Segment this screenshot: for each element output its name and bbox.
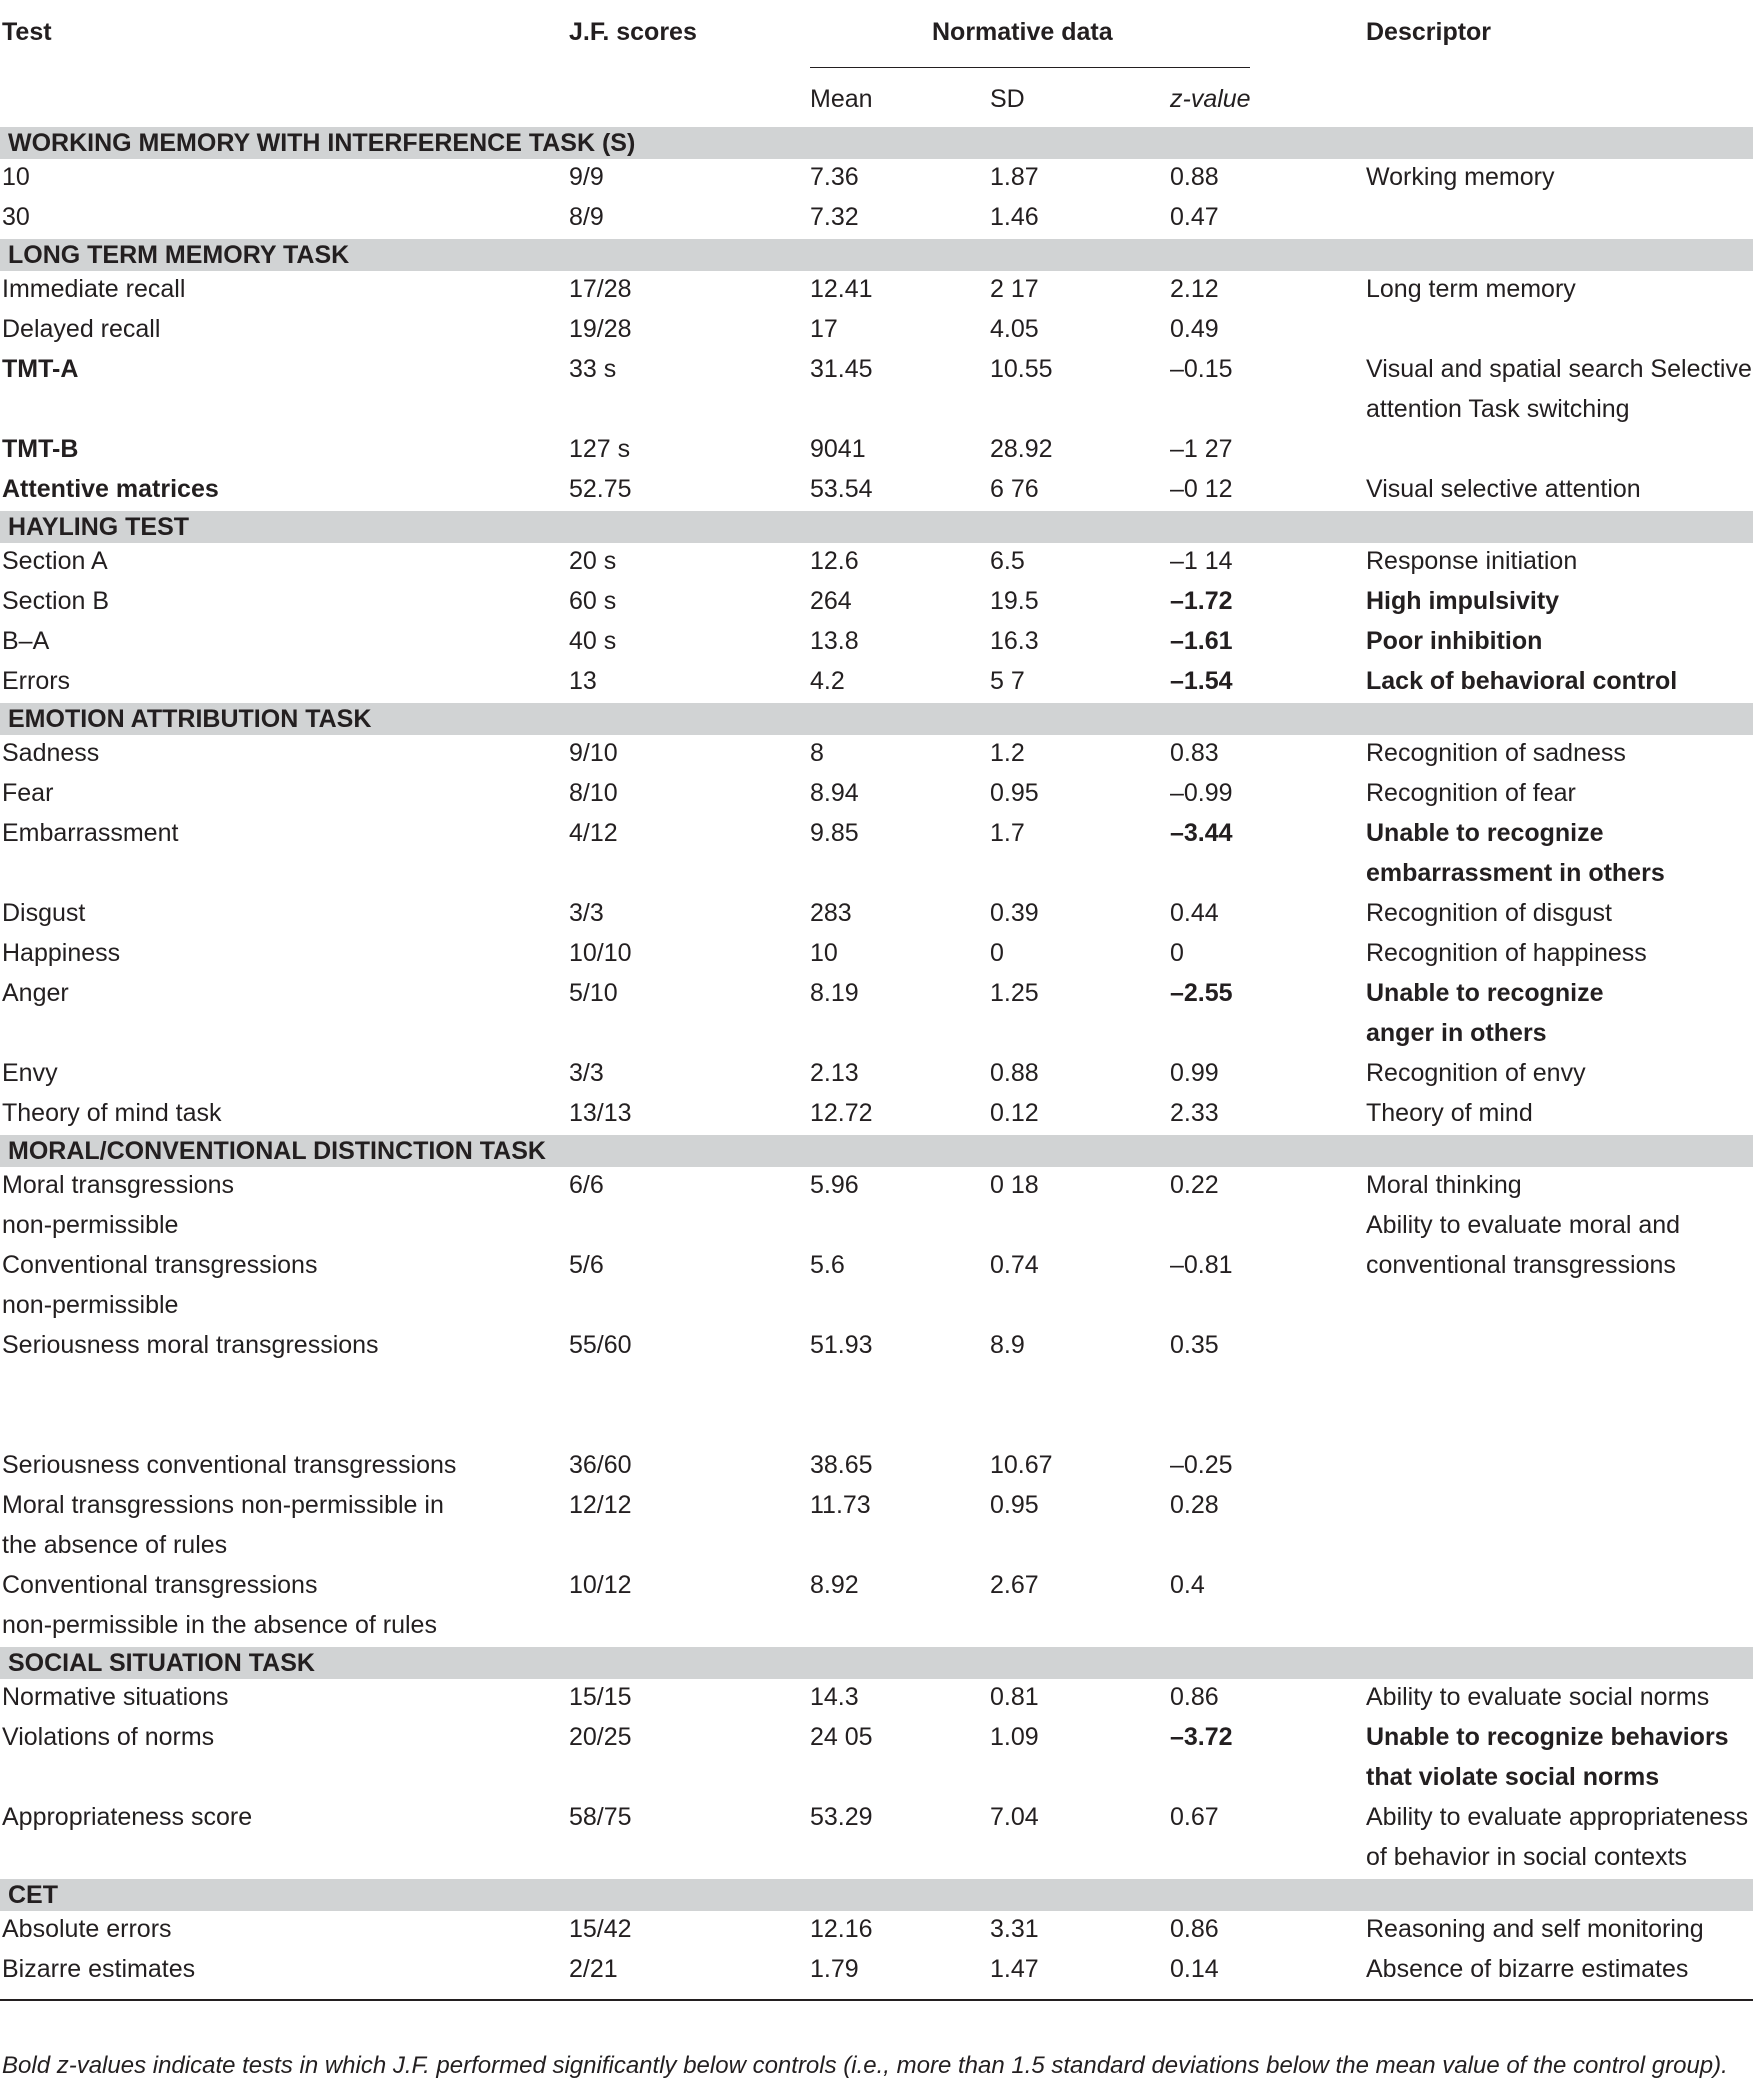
- z-value: 0.86: [1170, 1683, 1219, 1711]
- z-value: 0.99: [1170, 1059, 1219, 1087]
- norm-sd: 1.2: [990, 739, 1025, 767]
- descriptor: High impulsivity: [1366, 587, 1560, 615]
- table-row: [0, 1485, 1753, 1565]
- test-name: Fear: [2, 779, 54, 807]
- table-row: [0, 1909, 1753, 1949]
- norm-sd: 10.55: [990, 355, 1053, 383]
- norm-mean: 38.65: [810, 1451, 873, 1479]
- test-name: Absolute errors: [2, 1915, 172, 1943]
- header-normative-data: Normative data: [932, 18, 1113, 46]
- section-header: [0, 1879, 1753, 1911]
- norm-mean: 8.94: [810, 779, 859, 807]
- descriptor: Recognition of happiness: [1366, 939, 1647, 967]
- z-value: 0.35: [1170, 1331, 1219, 1359]
- norm-mean: 2.13: [810, 1059, 859, 1087]
- norm-mean: 12.6: [810, 547, 859, 575]
- table-row: [0, 773, 1753, 813]
- z-value: –0.81: [1170, 1251, 1233, 1279]
- norm-sd: 5 7: [990, 667, 1025, 695]
- norm-mean: 11.73: [810, 1491, 871, 1519]
- norm-mean: 12.16: [810, 1915, 873, 1943]
- descriptor: Working memory: [1366, 163, 1555, 191]
- jf-score: 3/3: [569, 1059, 604, 1087]
- descriptor: Visual and spatial search Selective: [1366, 355, 1752, 383]
- descriptor: Long term memory: [1366, 275, 1576, 303]
- norm-sd: 1.7: [990, 819, 1025, 847]
- norm-mean: 51.93: [810, 1331, 873, 1359]
- section-title: HAYLING TEST: [8, 513, 190, 541]
- z-value: –2.55: [1170, 979, 1233, 1007]
- test-name: Violations of norms: [2, 1723, 215, 1751]
- header-jf-scores: J.F. scores: [569, 18, 697, 46]
- norm-mean: 283: [810, 899, 852, 927]
- z-value: –0 12: [1170, 475, 1233, 503]
- z-value: 0.44: [1170, 899, 1219, 927]
- descriptor: Theory of mind: [1366, 1099, 1533, 1127]
- jf-score: 19/28: [569, 315, 632, 343]
- test-name: TMT-B: [2, 435, 79, 463]
- norm-mean: 9.85: [810, 819, 859, 847]
- norm-mean: 17: [810, 315, 838, 343]
- descriptor: Ability to evaluate appropriateness: [1366, 1803, 1749, 1831]
- jf-score: 127 s: [569, 435, 631, 463]
- norm-sd: 16.3: [990, 627, 1039, 655]
- descriptor: attention Task switching: [1366, 395, 1630, 423]
- header-descriptor: Descriptor: [1366, 18, 1492, 46]
- test-name: Conventional transgressions: [2, 1571, 318, 1599]
- norm-mean: 10: [810, 939, 838, 967]
- section-header: [0, 703, 1753, 735]
- header-row: [0, 12, 1753, 52]
- descriptor: Recognition of fear: [1366, 779, 1576, 807]
- test-name: Anger: [2, 979, 69, 1007]
- table-row: [0, 269, 1753, 309]
- norm-sd: 1.25: [990, 979, 1039, 1007]
- jf-score: 8/10: [569, 779, 618, 807]
- norm-sd: 3.31: [990, 1915, 1039, 1943]
- test-name: Moral transgressions non-permissible in: [2, 1491, 444, 1519]
- descriptor: Visual selective attention: [1366, 475, 1641, 503]
- test-name: 30: [2, 203, 30, 231]
- z-value: 0.47: [1170, 203, 1219, 231]
- test-name: Theory of mind task: [2, 1099, 222, 1127]
- table-row: [0, 1445, 1753, 1485]
- table-row: [0, 349, 1753, 429]
- z-value: 0.22: [1170, 1171, 1219, 1199]
- norm-sd: 1.46: [990, 203, 1039, 231]
- norm-mean: 9041: [810, 435, 866, 463]
- z-value: –1 14: [1170, 547, 1233, 575]
- table-row: [0, 429, 1753, 469]
- test-name: non-permissible: [2, 1211, 179, 1239]
- jf-score: 13/13: [569, 1099, 632, 1127]
- jf-score: 3/3: [569, 899, 604, 927]
- norm-mean: 8.19: [810, 979, 859, 1007]
- jf-score: 15/15: [569, 1683, 632, 1711]
- z-value: –0.25: [1170, 1451, 1233, 1479]
- section-title: LONG TERM MEMORY TASK: [8, 241, 350, 269]
- norm-mean: 8: [810, 739, 824, 767]
- norm-mean: 264: [810, 587, 852, 615]
- norm-mean: 7.32: [810, 203, 859, 231]
- normative-data-rule: [810, 67, 1250, 68]
- table-row: [0, 469, 1753, 509]
- z-value: 0.86: [1170, 1915, 1219, 1943]
- test-name: Delayed recall: [2, 315, 161, 343]
- test-name: Sadness: [2, 739, 100, 767]
- z-value: –1.72: [1170, 587, 1233, 615]
- test-name: Disgust: [2, 899, 86, 927]
- norm-sd: 19.5: [990, 587, 1039, 615]
- z-value: 0.67: [1170, 1803, 1219, 1831]
- norm-sd: 4.05: [990, 315, 1039, 343]
- norm-sd: 28.92: [990, 435, 1053, 463]
- table-row: [0, 733, 1753, 773]
- jf-score: 17/28: [569, 275, 632, 303]
- table-row: [0, 1949, 1753, 1989]
- section-header: [0, 127, 1753, 159]
- norm-sd: 0.95: [990, 779, 1039, 807]
- descriptor: Unable to recognize: [1366, 819, 1604, 847]
- jf-score: 20/25: [569, 1723, 632, 1751]
- norm-sd: 0.88: [990, 1059, 1039, 1087]
- z-value: –1.54: [1170, 667, 1233, 695]
- norm-mean: 13.8: [810, 627, 859, 655]
- descriptor: Lack of behavioral control: [1366, 667, 1678, 695]
- test-name: Happiness: [2, 939, 121, 967]
- norm-sd: 1.87: [990, 163, 1039, 191]
- jf-score: 10/12: [569, 1571, 632, 1599]
- norm-mean: 53.29: [810, 1803, 873, 1831]
- header-test: Test: [2, 18, 52, 46]
- test-name: Attentive matrices: [2, 475, 219, 503]
- table-row: [0, 309, 1753, 349]
- test-name: Seriousness moral transgressions: [2, 1331, 379, 1359]
- section-header: [0, 1135, 1753, 1167]
- norm-mean: 4.2: [810, 667, 845, 695]
- descriptor: Absence of bizarre estimates: [1366, 1955, 1689, 1983]
- z-value: –3.72: [1170, 1723, 1233, 1751]
- jf-score: 20 s: [569, 547, 617, 575]
- norm-mean: 5.6: [810, 1251, 845, 1279]
- test-name: Section A: [2, 547, 108, 575]
- test-name: TMT-A: [2, 355, 79, 383]
- jf-score: 60 s: [569, 587, 617, 615]
- table-row: [0, 973, 1753, 1053]
- norm-mean: 14.3: [810, 1683, 859, 1711]
- section-title: EMOTION ATTRIBUTION TASK: [8, 705, 372, 733]
- jf-score: 6/6: [569, 1171, 604, 1199]
- test-name: Immediate recall: [2, 275, 186, 303]
- jf-score: 15/42: [569, 1915, 632, 1943]
- norm-sd: 1.09: [990, 1723, 1039, 1751]
- norm-sd: 7.04: [990, 1803, 1039, 1831]
- z-value: –0.15: [1170, 355, 1233, 383]
- table-row: [0, 1717, 1753, 1797]
- z-value: 0.4: [1170, 1571, 1205, 1599]
- norm-mean: 12.72: [810, 1099, 873, 1127]
- subheader-row: [0, 79, 1753, 119]
- jf-score: 36/60: [569, 1451, 632, 1479]
- test-name: the absence of rules: [2, 1531, 228, 1559]
- jf-score: 5/10: [569, 979, 618, 1007]
- norm-sd: 8.9: [990, 1331, 1025, 1359]
- table-row: [0, 1165, 1753, 1245]
- test-name: Embarrassment: [2, 819, 179, 847]
- test-name: Moral transgressions: [2, 1171, 235, 1199]
- z-value: 0.28: [1170, 1491, 1219, 1519]
- descriptor: Unable to recognize: [1366, 979, 1604, 1007]
- test-name: Seriousness conventional transgressions: [2, 1451, 457, 1479]
- jf-score: 4/12: [569, 819, 618, 847]
- test-name: Errors: [2, 667, 71, 695]
- z-value: 2.33: [1170, 1099, 1219, 1127]
- norm-sd: 6.5: [990, 547, 1025, 575]
- section-title: WORKING MEMORY WITH INTERFERENCE TASK (S): [8, 129, 636, 157]
- footnote: Bold z-values indicate tests in which J.F. performed significantly below controls (i.e., more than 1.5 standard deviations below the mean value of the control group).: [2, 2052, 1728, 2079]
- test-name: 10: [2, 163, 30, 191]
- jf-score: 10/10: [569, 939, 632, 967]
- descriptor: Response initiation: [1366, 547, 1578, 575]
- test-name: Normative situations: [2, 1683, 229, 1711]
- norm-sd: 1.47: [990, 1955, 1039, 1983]
- section-header: [0, 239, 1753, 271]
- descriptor: Recognition of disgust: [1366, 899, 1612, 927]
- jf-score: 2/21: [569, 1955, 618, 1983]
- jf-score: 8/9: [569, 203, 604, 231]
- header-sd: SD: [990, 85, 1025, 113]
- norm-mean: 8.92: [810, 1571, 859, 1599]
- norm-sd: 0.74: [990, 1251, 1039, 1279]
- test-name: non-permissible: [2, 1291, 179, 1319]
- test-name: Section B: [2, 587, 110, 615]
- descriptor: of behavior in social contexts: [1366, 1843, 1688, 1871]
- table-row: [0, 1565, 1753, 1645]
- section-header: [0, 1647, 1753, 1679]
- table-row: [0, 661, 1753, 701]
- descriptor: Recognition of sadness: [1366, 739, 1626, 767]
- jf-score: 52.75: [569, 475, 632, 503]
- norm-sd: 0.39: [990, 899, 1039, 927]
- descriptor: Ability to evaluate social norms: [1366, 1683, 1710, 1711]
- jf-score: 12/12: [569, 1491, 632, 1519]
- table-row: [0, 1245, 1753, 1325]
- descriptor: Recognition of envy: [1366, 1059, 1586, 1087]
- table-bottom-rule: [0, 1999, 1753, 2001]
- jf-score: 55/60: [569, 1331, 632, 1359]
- section-title: SOCIAL SITUATION TASK: [8, 1649, 315, 1677]
- norm-sd: 2.67: [990, 1571, 1039, 1599]
- table-row: [0, 1093, 1753, 1133]
- norm-sd: 0.81: [990, 1683, 1039, 1711]
- descriptor: Ability to evaluate moral and: [1366, 1211, 1681, 1239]
- test-name: Appropriateness score: [2, 1803, 253, 1831]
- jf-score: 5/6: [569, 1251, 604, 1279]
- descriptor: Reasoning and self monitoring: [1366, 1915, 1704, 1943]
- table-row: [0, 581, 1753, 621]
- norm-sd: 6 76: [990, 475, 1039, 503]
- test-name: Conventional transgressions: [2, 1251, 318, 1279]
- table-row: [0, 621, 1753, 661]
- descriptor: Unable to recognize behaviors: [1366, 1723, 1729, 1751]
- table-row: [0, 1677, 1753, 1717]
- table-row: [0, 933, 1753, 973]
- norm-mean: 5.96: [810, 1171, 859, 1199]
- z-value: 0: [1170, 939, 1184, 967]
- norm-sd: 2 17: [990, 275, 1039, 303]
- z-value: 0.83: [1170, 739, 1219, 767]
- test-name: B–A: [2, 627, 50, 655]
- z-value: –3.44: [1170, 819, 1233, 847]
- table-row: [0, 157, 1753, 197]
- test-name: non-permissible in the absence of rules: [2, 1611, 437, 1639]
- header-mean: Mean: [810, 85, 873, 113]
- descriptor: that violate social norms: [1366, 1763, 1660, 1791]
- norm-mean: 31.45: [810, 355, 873, 383]
- section-title: MORAL/CONVENTIONAL DISTINCTION TASK: [8, 1137, 546, 1165]
- z-value: 2.12: [1170, 275, 1219, 303]
- norm-sd: 0 18: [990, 1171, 1039, 1199]
- z-value: –0.99: [1170, 779, 1233, 807]
- norm-mean: 12.41: [810, 275, 873, 303]
- norm-sd: 10.67: [990, 1451, 1053, 1479]
- table-row: [0, 813, 1753, 893]
- z-value: 0.88: [1170, 163, 1219, 191]
- z-value: 0.14: [1170, 1955, 1219, 1983]
- jf-score: 58/75: [569, 1803, 632, 1831]
- norm-sd: 0.95: [990, 1491, 1039, 1519]
- section-title: CET: [8, 1881, 58, 1909]
- descriptor: embarrassment in others: [1366, 859, 1665, 887]
- norm-mean: 1.79: [810, 1955, 859, 1983]
- section-header: [0, 511, 1753, 543]
- table-row: [0, 1053, 1753, 1093]
- jf-score: 40 s: [569, 627, 617, 655]
- z-value: –1.61: [1170, 627, 1233, 655]
- z-value: 0.49: [1170, 315, 1219, 343]
- header-z-value: z-value: [1170, 85, 1251, 113]
- norm-mean: 53.54: [810, 475, 873, 503]
- jf-score: 13: [569, 667, 597, 695]
- table-row: [0, 893, 1753, 933]
- norm-sd: 0.12: [990, 1099, 1039, 1127]
- descriptor: Poor inhibition: [1366, 627, 1543, 655]
- table-row: [0, 1797, 1753, 1877]
- test-name: Envy: [2, 1059, 58, 1087]
- jf-score: 33 s: [569, 355, 617, 383]
- z-value: –1 27: [1170, 435, 1233, 463]
- norm-mean: 24 05: [810, 1723, 873, 1751]
- table-row: [0, 1325, 1753, 1405]
- norm-sd: 0: [990, 939, 1004, 967]
- jf-score: 9/9: [569, 163, 604, 191]
- jf-score: 9/10: [569, 739, 618, 767]
- table-row: [0, 541, 1753, 581]
- table-row: [0, 197, 1753, 237]
- descriptor: anger in others: [1366, 1019, 1547, 1047]
- norm-mean: 7.36: [810, 163, 859, 191]
- descriptor: conventional transgressions: [1366, 1251, 1676, 1279]
- test-name: Bizarre estimates: [2, 1955, 196, 1983]
- descriptor: Moral thinking: [1366, 1171, 1522, 1199]
